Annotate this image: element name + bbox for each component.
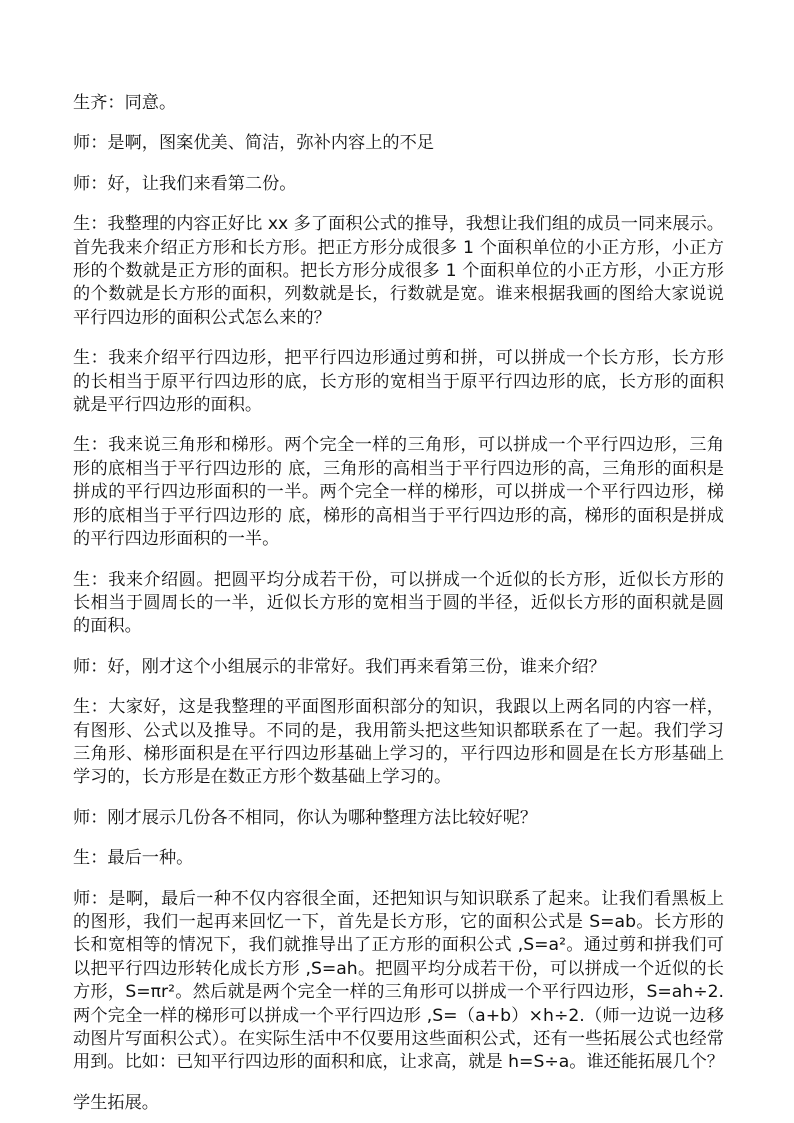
paragraph-1 [73, 92, 724, 115]
speaker-label: 师： [73, 133, 108, 154]
speaker-label: 生： [73, 848, 108, 869]
paragraph-13 [73, 1092, 724, 1115]
paragraph-text: 刚才展示几份各不相同，你认为哪种整理方法比较好呢？ [107, 807, 538, 828]
paragraph-text: 好，刚才这个小组展示的非常好。我们再来看第三份，谁来介绍？ [107, 656, 606, 677]
paragraph-4 [73, 213, 724, 330]
paragraph-text: 同意。 [124, 93, 177, 113]
paragraph-12 [73, 888, 724, 1075]
speaker-label: 生： [73, 569, 109, 590]
paragraph-9 [73, 696, 724, 790]
paragraph-text: 是啊，最后一种不仅内容很全面，还把知识与知识联系了起来。让我们看黑板上的图形，我们一起再来回忆一下，首先是长方形，它的面积公式是 S=ab。长方形的长和宽相等的情况下，我们就推导出了正方形的面积公式 ,S=a²。通过剪和拼我们可以把平行四边形转化成长方形 ,S=ah。把圆平均分成若干份，可以拼成一个近似的长方形，S=πr²。然后就是两个完全一样的三角形可以拼成一个平行四边形，S=ah÷2.两个完全一样的梯形可以拼成一个平行四边形 ,S=（a+b）×h÷2.（师一边说一边移动图片写面积公式）。在实际生活中不仅要用这些面积公式，还有一些拓展公式也经常用到。比如：已知平行四边形的面积和底，让求高，就是 h=S÷a。谁还能拓展几个？ [73, 888, 724, 1073]
paragraph-text: 我整理的内容正好比 xx 多了面积公式的推导，我想让我们组的成员一同来展示。首先我来介绍正方形和长方形。把正方形分成很多 1 个面积单位的小正方形，小正方形的个数就是正方形的面积。把长方形分成很多 1 个面积单位的小正方形，小正方形的个数就是长方形的面积，列数就是长，行数就是宽。谁来根据我画的图给大家说说平行四边形的面积公式怎么来的？ [73, 214, 724, 328]
speaker-label: 生： [73, 697, 109, 718]
speaker-label: 师： [73, 888, 109, 909]
paragraph-8 [73, 656, 724, 679]
paragraph-text: 我来说三角形和梯形。两个完全一样的三角形，可以拼成一个平行四边形，三角形的底相当于平行四边形的 底，三角形的高相当于平行四边形的高，三角形的面积是拼成的平行四边形面积的一半。两个完全一样的梯形，可以拼成一个平行四边形，梯形的底相当于平行四边形的 底，梯形的高相当于平行四边形的高，梯形的面积是拼成的平行四边形面积的一半。 [73, 435, 724, 550]
paragraph-2 [73, 132, 724, 155]
paragraph-5 [73, 347, 724, 417]
paragraph-text: 学生拓展。 [73, 1092, 159, 1113]
speaker-label: 生齐： [73, 93, 125, 113]
speaker-label: 生： [73, 348, 109, 369]
paragraph-3 [73, 173, 724, 196]
speaker-label: 生： [73, 214, 108, 235]
paragraph-text: 是啊，图案优美、简洁，弥补内容上的不足 [107, 133, 434, 154]
speaker-label: 师： [73, 173, 108, 194]
paragraph-text: 我来介绍圆。把圆平均分成若干份，可以拼成一个近似的长方形，近似长方形的长相当于圆周长的一半，近似长方形的宽相当于圆的半径，近似长方形的面积就是圆的面积。 [73, 569, 724, 637]
paragraph-11 [73, 847, 724, 870]
paragraph-6 [73, 434, 724, 551]
paragraph-text: 大家好，这是我整理的平面图形面积部分的知识，我跟以上两名同的内容一样，有图形、公式以及推导。不同的是，我用箭头把这些知识都联系在了一起。我们学习三角形、梯形面积是在平行四边形基础上学习的，平行四边形和圆是在长方形基础上学习的，长方形是在数正方形个数基础上学习的。 [73, 697, 724, 788]
paragraph-text: 最后一种。 [107, 848, 194, 869]
speaker-label: 师： [73, 656, 108, 677]
paragraph-7 [73, 569, 724, 639]
paragraph-text: 我来介绍平行四边形，把平行四边形通过剪和拼，可以拼成一个长方形，长方形的长相当于原平行四边形的底，长方形的宽相当于原平行四边形的底，长方形的面积就是平行四边形的面积。 [73, 348, 724, 416]
paragraph-text: 好，让我们来看第二份。 [107, 173, 297, 194]
speaker-label: 生： [73, 435, 109, 456]
speaker-label: 师： [73, 807, 108, 828]
paragraph-10 [73, 807, 724, 830]
